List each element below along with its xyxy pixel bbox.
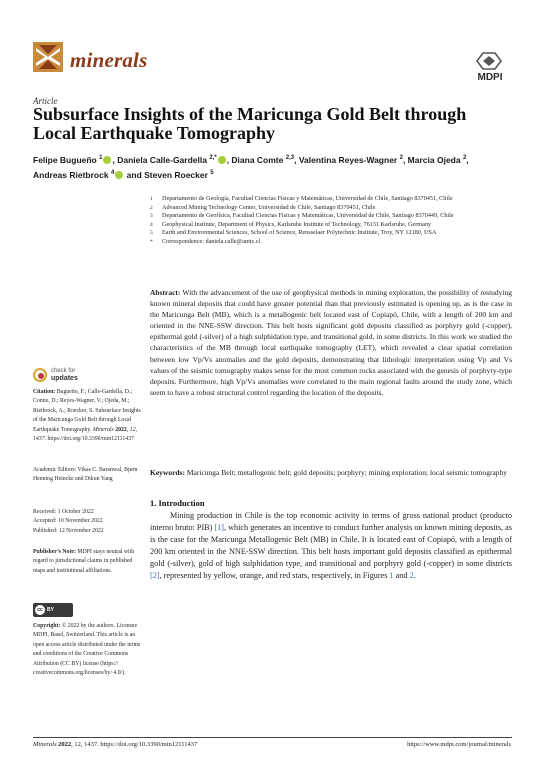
intro-text-end: , represented by yellow, orange, and red stars, respectively, in Figures (159, 571, 388, 580)
affiliation-item (150, 229, 520, 238)
footer-journal-url[interactable]: https://www.mdpi.com/journal/minerals (407, 741, 511, 748)
footer-journal: Minerals (33, 741, 57, 748)
author-affiliation-marker: 2 (399, 155, 403, 161)
author-affiliation-marker: 2,* (209, 155, 217, 161)
affiliation-number: 2 (150, 204, 153, 211)
update-line-2: updates (51, 375, 78, 382)
copyright-text: © 2022 by the authors. Licensee MDPI, Basel, Switzerland. This article is an open access article distributed under the terms and conditions of the Creative Commons Attribution (CC BY) license (https:// creativecommons.org/licenses/by/ 4.0/). (33, 623, 141, 677)
author-name: Andreas Rietbrock (33, 169, 111, 180)
affiliation-number: 1 (150, 196, 153, 202)
citation-volume: , 12, 1437. (33, 426, 137, 443)
check-for-updates-badge[interactable] (33, 368, 88, 388)
figure-link-1[interactable]: 1 (389, 571, 394, 580)
footer-citation (33, 741, 197, 748)
citation-block (33, 388, 141, 444)
author-name: Daniela Calle-Gardella (117, 154, 210, 165)
intro-text-middle: , which generates an incentive to conduct further analysis on known mining deposits, as is the case for the Maricunga Metallogenic Belt (MB) in Chile. It is located east of Copiapó, with a length of 200 km oriented in the NNE-SSW direction. This belt hosts important gold deposits classified as epithermal gold (-silver), gold of high sulphidation type, and transitional and porphyry gold (-copper) in some districts (150, 523, 512, 568)
author-separator: , (112, 154, 118, 165)
orcid-icon[interactable] (115, 171, 123, 179)
author-separator: , (226, 154, 232, 165)
affiliation-text: Geophysical Institute, Department of Physics, Karlsruhe Institute of Technology, 76131 Karlsruhe, Germany (162, 220, 432, 228)
section-heading-introduction: 1. Introduction (150, 498, 205, 508)
affiliation-text: Departamento de Geofísica, Facultad Ciencias Físicas y Matemáticas, Universidad de Chile, Santiago 8370449, Chile (162, 212, 454, 220)
introduction-paragraph (150, 510, 512, 582)
cc-by-license-icon[interactable] (33, 603, 73, 617)
reference-link-1[interactable]: [1] (214, 523, 224, 532)
author-name: Marcia Ojeda (407, 154, 463, 165)
author-affiliation-marker: 1 (99, 155, 103, 161)
affiliation-text: Earth and Environmental Sciences, School of Science, Rensselaer Polytechnic Institute, Troy, NY 12180, USA (162, 229, 437, 237)
citation-journal: Minerals (92, 426, 114, 433)
intro-period: . (413, 571, 416, 580)
article-title: Subsurface Insights of the Maricunga Gold Belt through Local Earthquake Tomography (33, 104, 467, 143)
published-date: Published: 12 November 2022 (33, 527, 104, 534)
journal-logo-icon (33, 42, 63, 72)
author-separator: , (402, 154, 408, 165)
update-line-1: check for (51, 368, 76, 374)
dates-block (33, 508, 141, 536)
author-separator: , (466, 154, 469, 165)
author-affiliation-marker: 2 (462, 155, 467, 161)
affiliation-item (150, 195, 520, 204)
update-check-icon (33, 368, 47, 382)
footer-year: 2022 (58, 741, 72, 748)
received-date: Received: 1 October 2022 (33, 509, 94, 515)
keywords-label: Keywords: (150, 468, 185, 477)
keywords (150, 467, 512, 478)
affiliation-text: Advanced Mining Technology Center, Universidad de Chile, Santiago 8370451, Chile (162, 203, 376, 211)
author-line-2 (33, 167, 518, 182)
citation-doi[interactable]: https://doi.org/10.3390/min12111437 (47, 436, 134, 443)
copyright-label: Copyright: (33, 623, 61, 629)
intro-and: and (395, 571, 408, 580)
article-type: Article (33, 96, 58, 106)
publisher-note-text: MDPI stays neutral with regard to jurisdictional claims in published maps and institutional affiliations. (33, 549, 135, 574)
publisher-name: MDPI (477, 72, 503, 83)
accepted-date: Accepted: 10 November 2022 (33, 518, 103, 525)
affiliation-number: 3 (150, 213, 153, 220)
figure-link-2[interactable]: 2 (409, 571, 414, 580)
affiliation-item (150, 221, 520, 230)
citation-year: 2022 (115, 426, 127, 433)
reference-link-2[interactable]: [2] (150, 571, 160, 580)
orcid-icon[interactable] (218, 156, 226, 164)
orcid-icon[interactable] (103, 156, 111, 164)
citation-label: Citation: (33, 389, 56, 395)
affiliation-text: Departamento de Geología, Facultad Ciencias Físicas y Matemáticas, Universidad de Chile, Santiago 8370451, Chile (162, 195, 453, 202)
author-name: Diana Comte (231, 154, 286, 165)
intro-text-start: Mining production in Chile is the top economic activity in terms of gross national product (producto interno bruto: PIB) (150, 511, 512, 532)
author-affiliation-marker: 4 (110, 169, 115, 176)
affiliation-number: 4 (150, 221, 153, 228)
footer-doi[interactable]: , 12, 1437. https://doi.org/10.3390/min12111437 (71, 741, 198, 748)
cc-icon: cc (35, 605, 45, 615)
author-affiliation-marker: 5 (210, 169, 214, 176)
abstract (150, 287, 512, 398)
affiliation-item (150, 212, 520, 221)
author-name: Felipe Bugueño (33, 154, 100, 165)
affiliation-item (150, 238, 520, 247)
footer-divider (33, 737, 512, 738)
abstract-text: With the advancement of the use of geophysical methods in mining exploration, the possibility of restudying known mineral deposits that could have greater potential than that previously estimated is opening up, as is the case in the Maricunga Belt (MB), which is a metallogenic belt located east of Copiapó, Chile, with a length of 200 km and oriented in the NNE-SSW direction. This belt hosts significant gold deposits classified as porphyry gold (-copper), epithermal gold (-silver) of a high sulphidation type, and transitional gold, in some districts. In this work we studied the characteristics of the MB through local earthquake tomography (LET), which revealed a clear spatial correlation between low Vp/Vs anomalies and the gold deposits, demonstrating that lithologic interpretation using Vp and Vs values of the seismic tomography makes sense for the most common rocks associated with the genesis of porphyry-type deposits. Furthermore, high Vp/Vs anomalies were correlated to the main regional faults around the study zone, which seem to have a robust structural control regarding the location of the deposits. (150, 288, 512, 397)
author-affiliation-marker: 2,3 (285, 155, 295, 161)
author-separator: , (294, 154, 299, 165)
author-list (33, 152, 518, 182)
abstract-label: Abstract: (150, 288, 181, 297)
affiliation-list (150, 195, 520, 247)
author-line-1 (33, 152, 518, 167)
affiliation-text: Correspondence: daniela.calle@amtc.cl (162, 237, 261, 245)
affiliation-item (150, 204, 520, 213)
publisher-note (33, 548, 141, 576)
author-separator: and (124, 169, 145, 180)
author-name: Steven Roecker (144, 169, 211, 180)
affiliation-number: * (150, 238, 153, 245)
author-name: Valentina Reyes-Wagner (298, 154, 400, 165)
publisher-note-label: Publisher’s Note: (33, 549, 76, 555)
keywords-text: Maricunga Belt; metallogenic belt; gold deposits; porphyry; mining exploration; local seismic tomography (186, 468, 508, 477)
by-icon: BY (47, 607, 54, 613)
affiliation-number: 5 (150, 230, 153, 237)
copyright-block (33, 622, 141, 678)
citation-text: Bugueño, F.; Calle-Gardella, D.; Comte, D.; Reyes-Wagner, V.; Ojeda, M.; Rietbrock, A.; Roecker, S. Subsurface Insights of the Maricunga Gold Belt through Local Earthquake Tomography. (33, 389, 141, 433)
journal-name: minerals (70, 48, 148, 72)
academic-editors: Academic Editors: Vikas C. Baranwal, Bjørn Henning Heincke and Dikun Yang (33, 467, 138, 483)
